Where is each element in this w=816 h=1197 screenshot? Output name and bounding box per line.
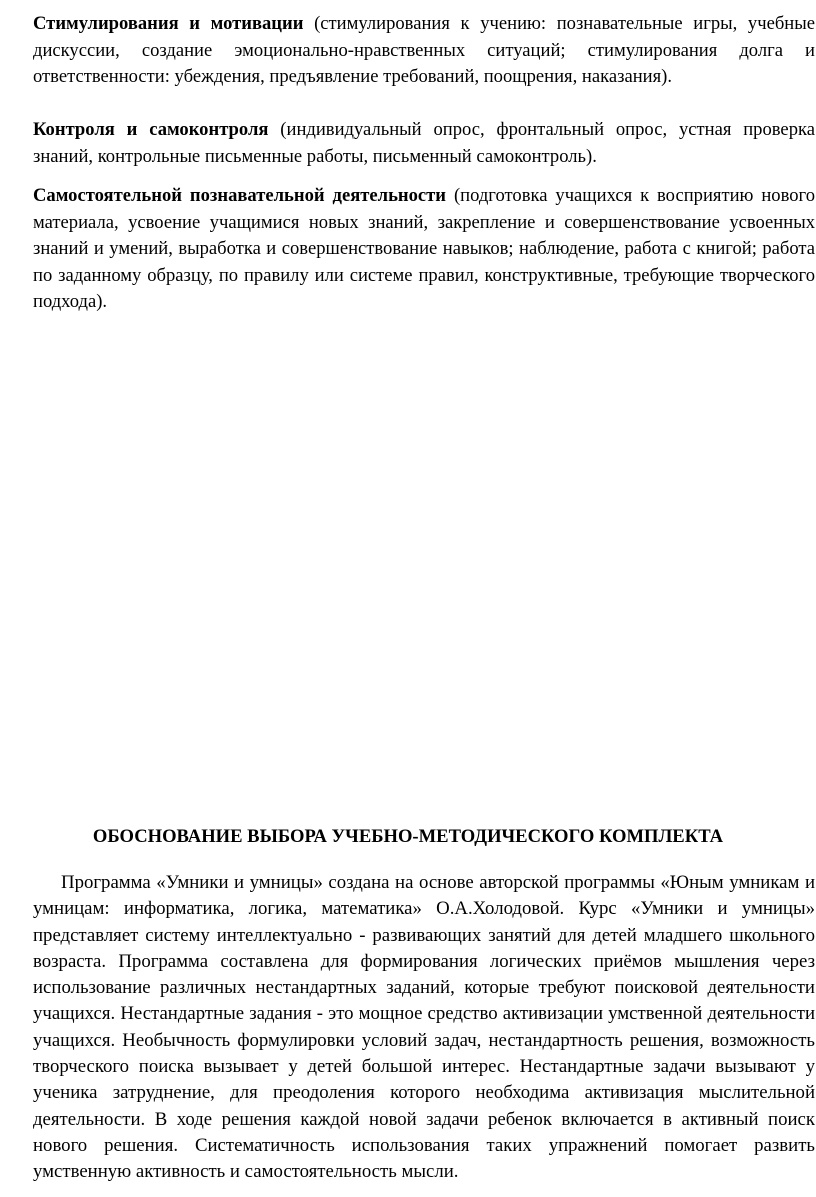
paragraph-term: Самостоятельной познавательной деятельности <box>33 185 447 206</box>
methods-paragraph-stimulation <box>33 11 815 91</box>
section-heading: ОБОСНОВАНИЕ ВЫБОРА УЧЕБНО-МЕТОДИЧЕСКОГО КОМПЛЕКТА <box>92 826 724 847</box>
methods-paragraph-independent <box>33 183 815 316</box>
methods-paragraph-control <box>33 117 815 170</box>
paragraph-text: (индивидуальный опрос, фронтальный опрос, устная проверка знаний, контрольные письменные работы, письменный самоконтроль). <box>33 119 815 167</box>
paragraph-text: (стимулирования к учению: познавательные игры, учебные дискуссии, создание эмоционально-нравственных ситуаций; стимулирования долга и ответственности: убеждения, предъявление требований, поощрения, наказания). <box>33 13 815 87</box>
paragraph-term: Стимулирования и мотивации <box>33 13 304 34</box>
section-body-paragraph: Программа «Умники и умницы» создана на основе авторской программы «Юным умникам и умницам: информатика, логика, математика» О.А.Холодовой. Курс «Умники и умницы» представляет систему интеллектуально - развивающих занятий для детей младшего школьного возраста. Программа составлена для формирования логических приёмов мышления через использование различных нестандартных заданий, которые требуют поисковой деятельности учащихся. Нестандартные задания - это мощное средство активизации умственной деятельности учащихся. Необычность формулировки условий задач, нестандартность решения, возможность творческого поиска вызывает у детей большой интерес. Нестандартные задачи вызывают у ученика затруднение, для преодоления которого необходима активизация мыслительной деятельности. В ходе решения каждой новой задачи ребенок включается в активный поиск нового решения. Систематичность использования таких упражнений помогает развить умственную активность и самостоятельность мысли. <box>33 872 815 1183</box>
paragraph-text: (подготовка учащихся к восприятию нового материала, усвоение учащимися новых знаний, закрепление и совершенствование усвоенных знаний и умений, выработка и совершенствование навыков; наблюдение, работа с книгой; работа по заданному образцу, по правилу или системе правил, конструктивные, требующие творческого подхода). <box>33 185 815 312</box>
paragraph-term: Контроля и самоконтроля <box>33 119 269 140</box>
